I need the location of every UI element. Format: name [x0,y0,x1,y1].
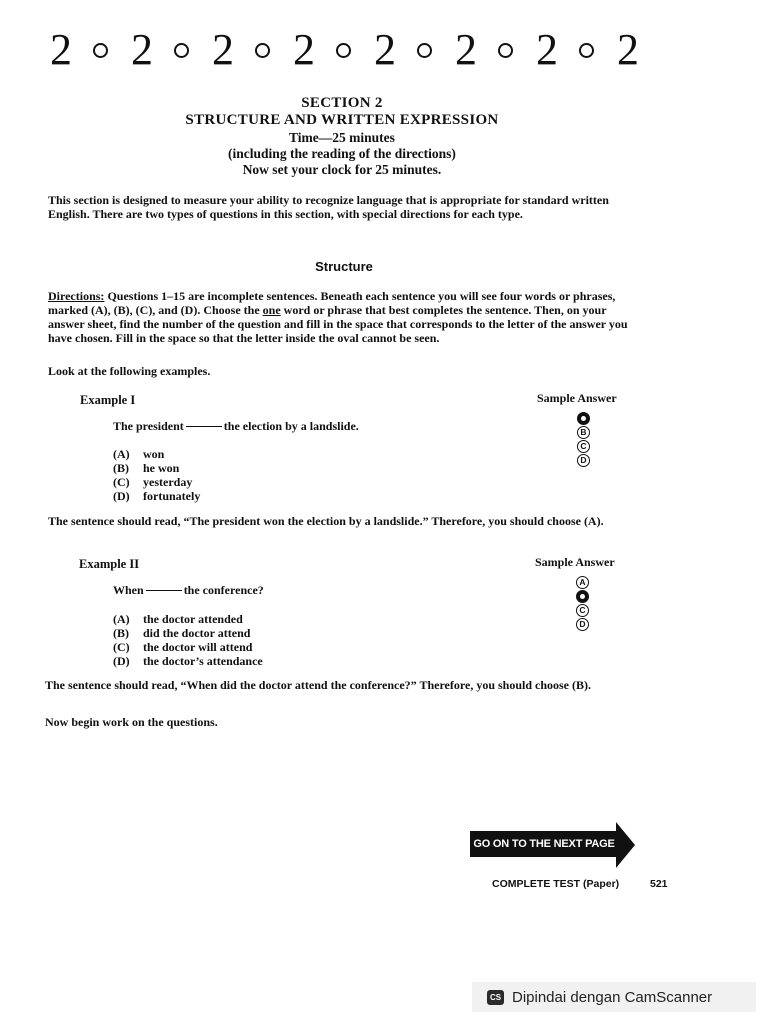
banner-digit: 2 [131,25,153,74]
banner-digit: 2 [50,25,72,74]
next-page-label: GO ON TO THE NEXT PAGE [470,831,618,857]
section-number: SECTION 2 [301,95,383,111]
option-a [113,612,263,626]
example-2-answer-bubbles [576,575,589,631]
example-1-label: Example I [80,393,136,407]
option-a [113,447,200,461]
example-2-label: Example II [79,557,140,571]
banner-dot [174,43,189,58]
example-2-question [113,583,264,598]
answer-bubble-a: A [576,576,589,589]
structure-heading: Structure [315,259,373,274]
clock-instruction: Now set your clock for 25 minutes. [242,162,442,177]
option-text: did the doctor attend [143,626,251,640]
directions-text-b: word or phrase that best completes the sentence. Then, on your answer sheet, find the number of the question and fill in the space that corresponds to the letter of the answer you have chosen. Fill in the space so that the letter inside the oval cannot be seen. [48,303,628,345]
example-1-options [113,447,200,503]
option-c [113,475,200,489]
option-d [113,489,200,503]
example-1-question-end: the election by a landslide. [223,419,359,433]
banner-digit: 2 [536,25,558,74]
directions-emphasis: one [262,303,281,317]
footer-label: COMPLETE TEST (Paper) [492,878,620,890]
directions-text-a: Questions 1–15 are incomplete sentences. Beneath each sentence you will see four words or phrases, marked (A), (B), (C), and (D). Choose the [48,289,616,317]
option-text: the doctor’s attendance [143,654,263,668]
banner-dot [336,43,351,58]
camscanner-text: Dipindai dengan CamScanner [512,988,713,1006]
answer-blank [186,426,222,427]
option-c [113,640,263,654]
time-note: (including the reading of the directions) [228,146,456,161]
example-2-sample-label: Sample Answer [535,555,615,569]
option-text: he won [143,461,180,475]
intro-paragraph: This section is designed to measure your ability to recognize language that is appropriate for standard written English. There are two types of questions in this section, with special directions for each type. [48,193,609,221]
example-2-question-start: When [113,583,144,597]
look-instruction: Look at the following examples. [48,364,211,378]
example-2-options [113,612,263,668]
banner-dot [93,43,108,58]
option-letter: (D) [113,489,130,503]
banner-digit: 2 [374,25,396,74]
example-2-question-end: the conference? [183,583,264,597]
directions-label: Directions: [48,289,105,303]
option-letter: (C) [113,640,130,654]
answer-bubble-a-filled [577,412,590,425]
option-letter: (A) [113,612,130,626]
banner-dot [255,43,270,58]
banner-digit: 2 [617,25,639,74]
answer-bubble-d: D [576,618,589,631]
answer-bubble-d: D [577,454,590,467]
option-text: won [143,447,165,461]
banner-dot [498,43,513,58]
option-letter: (D) [113,654,130,668]
banner-digit: 2 [212,25,234,74]
option-b [113,461,200,475]
example-1-explanation: The sentence should read, “The president won the election by a landslide.” Therefore, you should choose (A). [48,514,604,528]
banner-dot [417,43,432,58]
answer-bubble-c: C [577,440,590,453]
camscanner-logo-icon: CS [487,990,504,1005]
answer-bubble-c: C [576,604,589,617]
next-page-arrow [470,822,635,868]
directions-paragraph [48,289,632,345]
time-limit: Time—25 minutes [289,130,395,145]
banner-digit: 2 [293,25,315,74]
answer-blank [146,590,182,591]
option-text: the doctor will attend [143,640,253,654]
answer-bubble-b-filled [576,590,589,603]
option-b [113,626,263,640]
option-text: fortunately [143,489,201,503]
page-number: 521 [650,878,668,890]
arrow-right-icon [616,822,635,868]
option-text: the doctor attended [143,612,243,626]
camscanner-watermark [472,982,756,1012]
option-letter: (C) [113,475,130,489]
section-banner [40,25,660,74]
option-letter: (B) [113,461,129,475]
example-1-sample-label: Sample Answer [537,391,617,405]
option-letter: (B) [113,626,129,640]
banner-dot [579,43,594,58]
option-letter: (A) [113,447,130,461]
option-d [113,654,263,668]
example-1-question [113,419,359,434]
banner-digit: 2 [455,25,477,74]
example-1-answer-bubbles [577,411,590,467]
example-1-question-start: The president [113,419,184,433]
option-text: yesterday [143,475,193,489]
example-2-explanation: The sentence should read, “When did the doctor attend the conference?” Therefore, you should choose (B). [45,678,592,692]
section-title: STRUCTURE AND WRITTEN EXPRESSION [185,112,499,128]
answer-bubble-b: B [577,426,590,439]
begin-instruction: Now begin work on the questions. [45,715,218,729]
